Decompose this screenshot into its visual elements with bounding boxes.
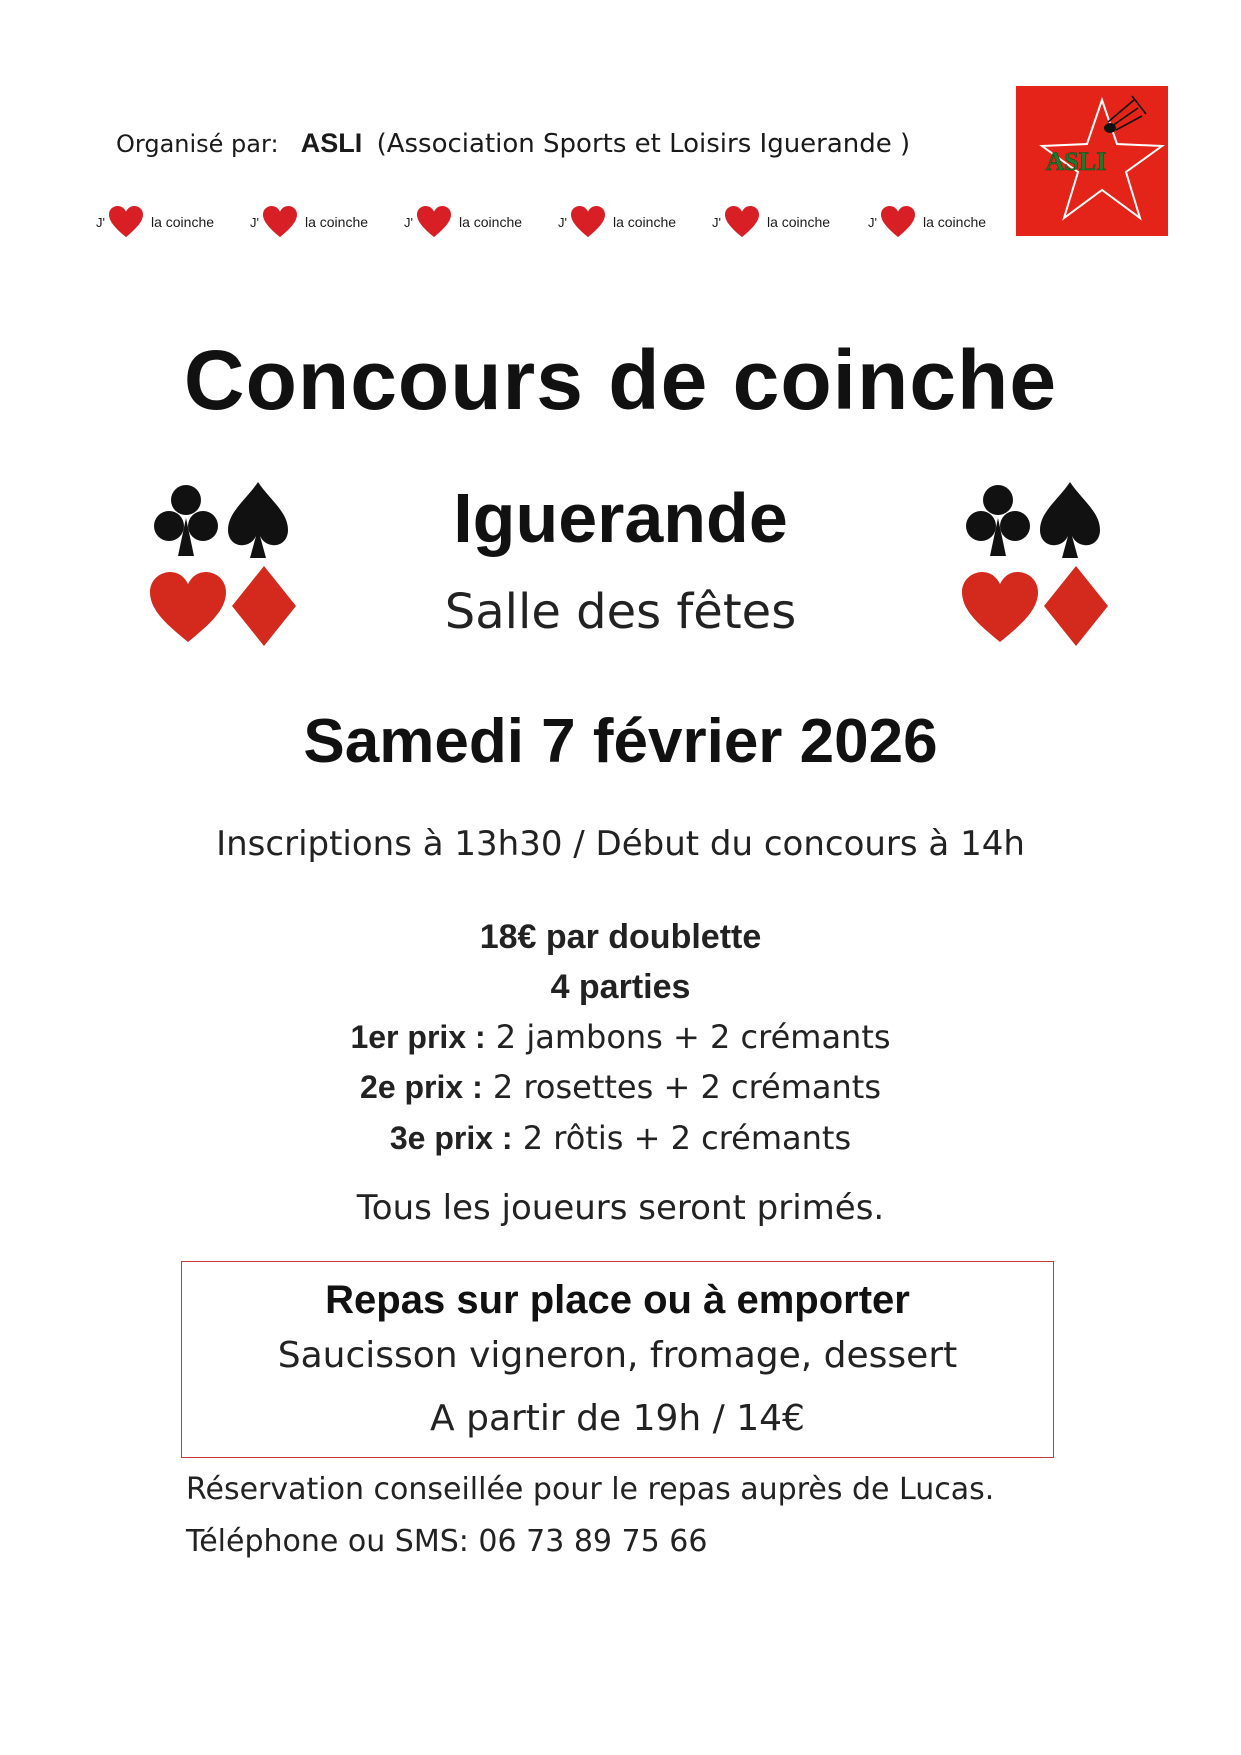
event-town: Iguerande: [453, 479, 788, 557]
prize-value: 2 jambons + 2 crémants: [495, 1018, 891, 1056]
heart-icon: [415, 205, 453, 239]
prize-value: 2 rôtis + 2 crémants: [522, 1119, 852, 1157]
meal-time-price: A partir de 19h / 14€: [430, 1398, 805, 1439]
love-coinche-item: J' la coinche: [404, 204, 522, 240]
organized-by-label: Organisé par:: [116, 130, 279, 158]
games-count: 4 parties: [550, 968, 691, 1006]
organizer-short-name: ASLI: [300, 128, 363, 158]
love-coinche-item: J' la coinche: [558, 204, 676, 240]
event-schedule: Inscriptions à 13h30 / Début du concours à 14h: [216, 824, 1025, 864]
event-date: Samedi 7 février 2026: [303, 707, 938, 776]
entry-price: 18€ par doublette: [479, 918, 762, 956]
reservation-note: Réservation conseillée pour le repas auprès de Lucas.: [186, 1472, 995, 1507]
love-coinche-item: J' la coinche: [250, 204, 368, 240]
all-players-prized: Tous les joueurs seront primés.: [356, 1188, 885, 1228]
prize-value: 2 rosettes + 2 crémants: [492, 1068, 881, 1106]
heart-icon: [261, 205, 299, 239]
heart-icon: [569, 205, 607, 239]
organizer-line: [116, 128, 910, 159]
prize-label: 2e prix :: [360, 1069, 483, 1105]
event-title: Concours de coinche: [183, 333, 1058, 427]
love-coinche-item: J' la coinche: [868, 204, 986, 240]
contact-phone: Téléphone ou SMS: 06 73 89 75 66: [186, 1524, 708, 1559]
svg-text:ASLI: ASLI: [1045, 147, 1107, 176]
prize-label: 1er prix :: [350, 1019, 486, 1055]
event-venue: Salle des fêtes: [444, 584, 797, 640]
asli-logo: [1016, 86, 1168, 236]
heart-icon: [723, 205, 761, 239]
organizer-full-name: (Association Sports et Loisirs Iguerande ): [376, 129, 911, 159]
meal-title: Repas sur place ou à emporter: [325, 1278, 910, 1322]
prize-3: [0, 1119, 1241, 1157]
love-coinche-item: J' la coinche: [96, 204, 214, 240]
heart-icon: [879, 205, 917, 239]
meal-menu: Saucisson vigneron, fromage, dessert: [277, 1335, 958, 1376]
prize-2: [0, 1068, 1241, 1106]
love-coinche-item: J' la coinche: [712, 204, 830, 240]
prize-1: [0, 1018, 1241, 1056]
love-coinche-row: [96, 204, 1016, 240]
star-logo-icon: [1016, 86, 1168, 236]
heart-icon: [107, 205, 145, 239]
prize-label: 3e prix :: [389, 1120, 513, 1156]
